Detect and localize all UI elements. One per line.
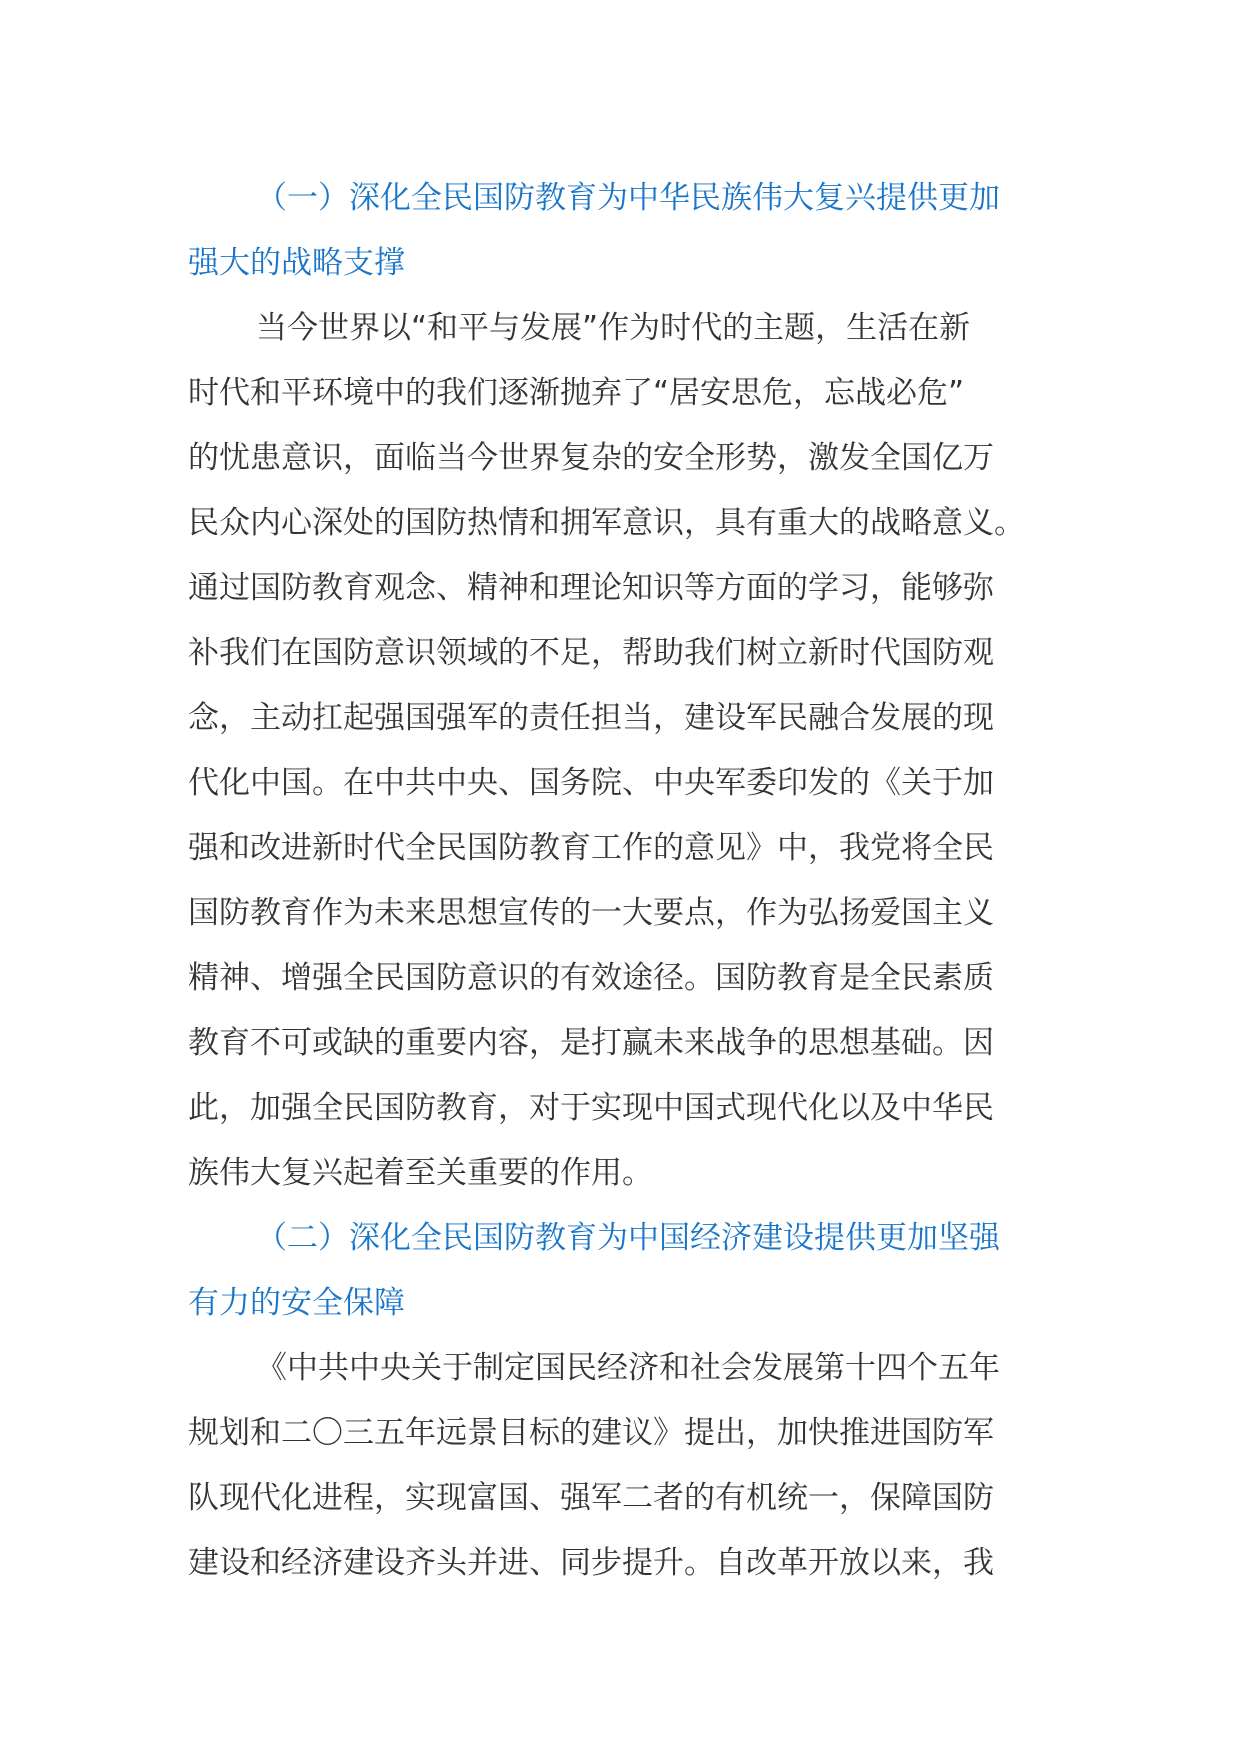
- paragraph-line: 教育不可或缺的重要内容，是打赢未来战争的思想基础。因: [188, 1025, 994, 1061]
- paragraph-line: 当今世界以“和平与发展”作为时代的主题，生活在新: [256, 310, 971, 346]
- paragraph-line: 补我们在国防意识领域的不足，帮助我们树立新时代国防观: [188, 635, 994, 671]
- section-2-heading: [188, 1206, 1050, 1336]
- paragraph-line: 时代和平环境中的我们逐渐抛弃了“居安思危，忘战必危”: [188, 375, 965, 411]
- heading-line: 有力的安全保障: [188, 1285, 405, 1321]
- paragraph-line: 代化中国。在中共中央、国务院、中央军委印发的《关于加: [188, 765, 994, 801]
- section-2-paragraph: [188, 1336, 1050, 1596]
- section-1-heading: [188, 166, 1050, 296]
- paragraph-line: 念，主动扛起强国强军的责任担当，建设军民融合发展的现: [188, 700, 994, 736]
- paragraph-line: 《中共中央关于制定国民经济和社会发展第十四个五年: [256, 1350, 1000, 1386]
- heading-line: 强大的战略支撑: [188, 245, 405, 281]
- paragraph-line: 通过国防教育观念、精神和理论知识等方面的学习，能够弥: [188, 570, 994, 606]
- heading-line: （一）深化全民国防教育为中华民族伟大复兴提供更加: [256, 180, 1000, 216]
- paragraph-line: 队现代化进程，实现富国、强军二者的有机统一，保障国防: [188, 1480, 994, 1516]
- paragraph-line: 精神、增强全民国防意识的有效途径。国防教育是全民素质: [188, 960, 994, 996]
- paragraph-line: 国防教育作为未来思想宣传的一大要点，作为弘扬爱国主义: [188, 895, 994, 931]
- paragraph-line: 民众内心深处的国防热情和拥军意识，具有重大的战略意义。: [188, 505, 1025, 541]
- document-body: [188, 166, 1050, 1596]
- paragraph-line: 规划和二〇三五年远景目标的建议》提出，加快推进国防军: [188, 1415, 994, 1451]
- heading-line: （二）深化全民国防教育为中国经济建设提供更加坚强: [256, 1220, 1000, 1256]
- section-1-paragraph: [188, 296, 1050, 1206]
- paragraph-line: 的忧患意识，面临当今世界复杂的安全形势，激发全国亿万: [188, 440, 994, 476]
- paragraph-line: 强和改进新时代全民国防教育工作的意见》中，我党将全民: [188, 830, 994, 866]
- paragraph-line: 建设和经济建设齐头并进、同步提升。自改革开放以来，我: [188, 1545, 994, 1581]
- paragraph-line: 族伟大复兴起着至关重要的作用。: [188, 1155, 653, 1191]
- paragraph-line: 此，加强全民国防教育，对于实现中国式现代化以及中华民: [188, 1090, 994, 1126]
